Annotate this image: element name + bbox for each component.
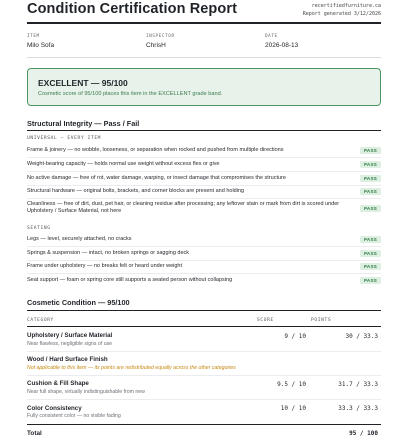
col-points: POINTS — [311, 318, 332, 323]
check-text: Legs — level, securely attached, no cracks — [27, 236, 132, 242]
check-row — [27, 276, 381, 288]
category-score: 10 / 10 — [280, 405, 306, 412]
row-divider — [27, 260, 381, 261]
category-name: Wood / Hard Surface Finish — [27, 356, 108, 363]
category-name: Color Consistency — [27, 405, 82, 412]
check-text: Frame under upholstery — no breaks felt or heard under weight — [27, 263, 182, 269]
pass-badge: PASS — [360, 188, 381, 195]
col-category: CATEGORY — [27, 318, 54, 323]
cosmetic-title: Cosmetic Condition — 95/100 — [27, 298, 130, 307]
row-divider — [27, 399, 381, 400]
check-row — [27, 262, 381, 274]
category-points: 30 / 33.3 — [345, 333, 378, 340]
inspector-label: INSPECTOR — [146, 34, 175, 39]
grade-banner — [27, 68, 381, 106]
check-row — [27, 235, 381, 247]
structural-title: Structural Integrity — Pass / Fail — [27, 119, 140, 128]
header-divider — [27, 22, 381, 24]
row-divider — [27, 185, 381, 186]
row-divider — [27, 157, 381, 158]
category-desc-not-applicable: Not applicable to this item — its points are redistributed equally across the other categories — [27, 365, 236, 371]
item-value: Milo Sofa — [27, 42, 55, 49]
check-text: Frame & joinery — no wobble, looseness, or separation when rocked and pushed from multiple directions — [27, 147, 284, 153]
category-name: Upholstery / Surface Material — [27, 332, 113, 339]
pass-badge: PASS — [360, 250, 381, 257]
check-row — [27, 187, 381, 199]
category-score: 9.5 / 10 — [277, 381, 306, 388]
pass-badge: PASS — [360, 236, 381, 243]
row-divider — [27, 273, 381, 274]
header-meta — [303, 2, 381, 18]
category-desc: Fully consistent color — no visible fading — [27, 413, 121, 419]
pass-badge: PASS — [360, 147, 381, 154]
row-divider — [27, 246, 381, 247]
pass-badge: PASS — [360, 175, 381, 182]
check-row — [27, 146, 381, 158]
grade-subtitle: Cosmetic score of 95/100 places this item in the EXCELLENT grade band. — [38, 91, 223, 97]
item-label: ITEM — [27, 34, 40, 39]
check-text: Springs & suspension — intact, no broken springs or sagging deck — [27, 250, 190, 256]
total-value: 95 / 100 — [349, 430, 378, 437]
row-divider — [27, 198, 381, 199]
pass-badge: PASS — [360, 205, 381, 212]
check-row — [27, 249, 381, 261]
total-label: Total — [27, 430, 42, 437]
pass-badge: PASS — [360, 277, 381, 284]
category-score: 9 / 10 — [284, 333, 306, 340]
total-divider — [27, 424, 381, 425]
pass-badge: PASS — [360, 161, 381, 168]
check-row — [27, 174, 381, 186]
category-points: 31.7 / 33.3 — [338, 381, 378, 388]
category-name: Cushion & Fill Shape — [27, 380, 89, 387]
group-label-universal: UNIVERSAL — EVERY ITEM — [27, 136, 102, 141]
check-text: Cleanliness — free of dirt, dust, pet hair, or cleaning residue after processing; any leftover stain or mark from dirt is scored under Upholstery / Surface Material, not here — [27, 201, 340, 214]
check-row — [27, 160, 381, 172]
meta-divider — [27, 57, 381, 58]
check-text: Weight-bearing capacity — holds normal use weight without excess flex or give — [27, 161, 220, 167]
col-score: SCORE — [257, 318, 274, 323]
structural-divider — [27, 130, 381, 131]
generated-date: Report generated 3/12/2026 — [302, 11, 381, 17]
meta-row — [27, 34, 381, 50]
grade-title: EXCELLENT — 95/100 — [38, 78, 128, 88]
check-text: Structural hardware — original bolts, brackets, and corner blocks are present and holding — [27, 188, 245, 194]
site-domain: recertifiedfurniture.ca — [311, 3, 381, 9]
check-text: Seat support — foam or spring core still supports a seated person without collapsing — [27, 277, 233, 283]
meta-item — [27, 34, 54, 49]
category-desc: Near full shape, virtually indistinguishable from new — [27, 389, 145, 395]
meta-inspector — [146, 34, 175, 49]
pass-badge: PASS — [360, 263, 381, 270]
group-label-seating: SEATING — [27, 226, 51, 231]
date-label: DATE — [265, 34, 278, 39]
row-divider — [27, 351, 381, 352]
date-value: 2026-08-13 — [265, 42, 299, 49]
check-row — [27, 201, 381, 218]
report-header — [27, 1, 381, 21]
row-divider — [27, 171, 381, 172]
table-header-divider — [27, 326, 381, 327]
page-title: Condition Certification Report — [27, 1, 238, 17]
check-text: No active damage — free of rot, water damage, warping, or insect damage that compromises the structure — [27, 175, 286, 181]
inspector-value: ChrisH — [146, 42, 166, 49]
cosmetic-divider — [27, 310, 381, 311]
category-points: 33.3 / 33.3 — [338, 405, 378, 412]
meta-date — [265, 34, 298, 49]
row-divider — [27, 375, 381, 376]
category-desc: Near flawless, negligible signs of use — [27, 341, 113, 347]
